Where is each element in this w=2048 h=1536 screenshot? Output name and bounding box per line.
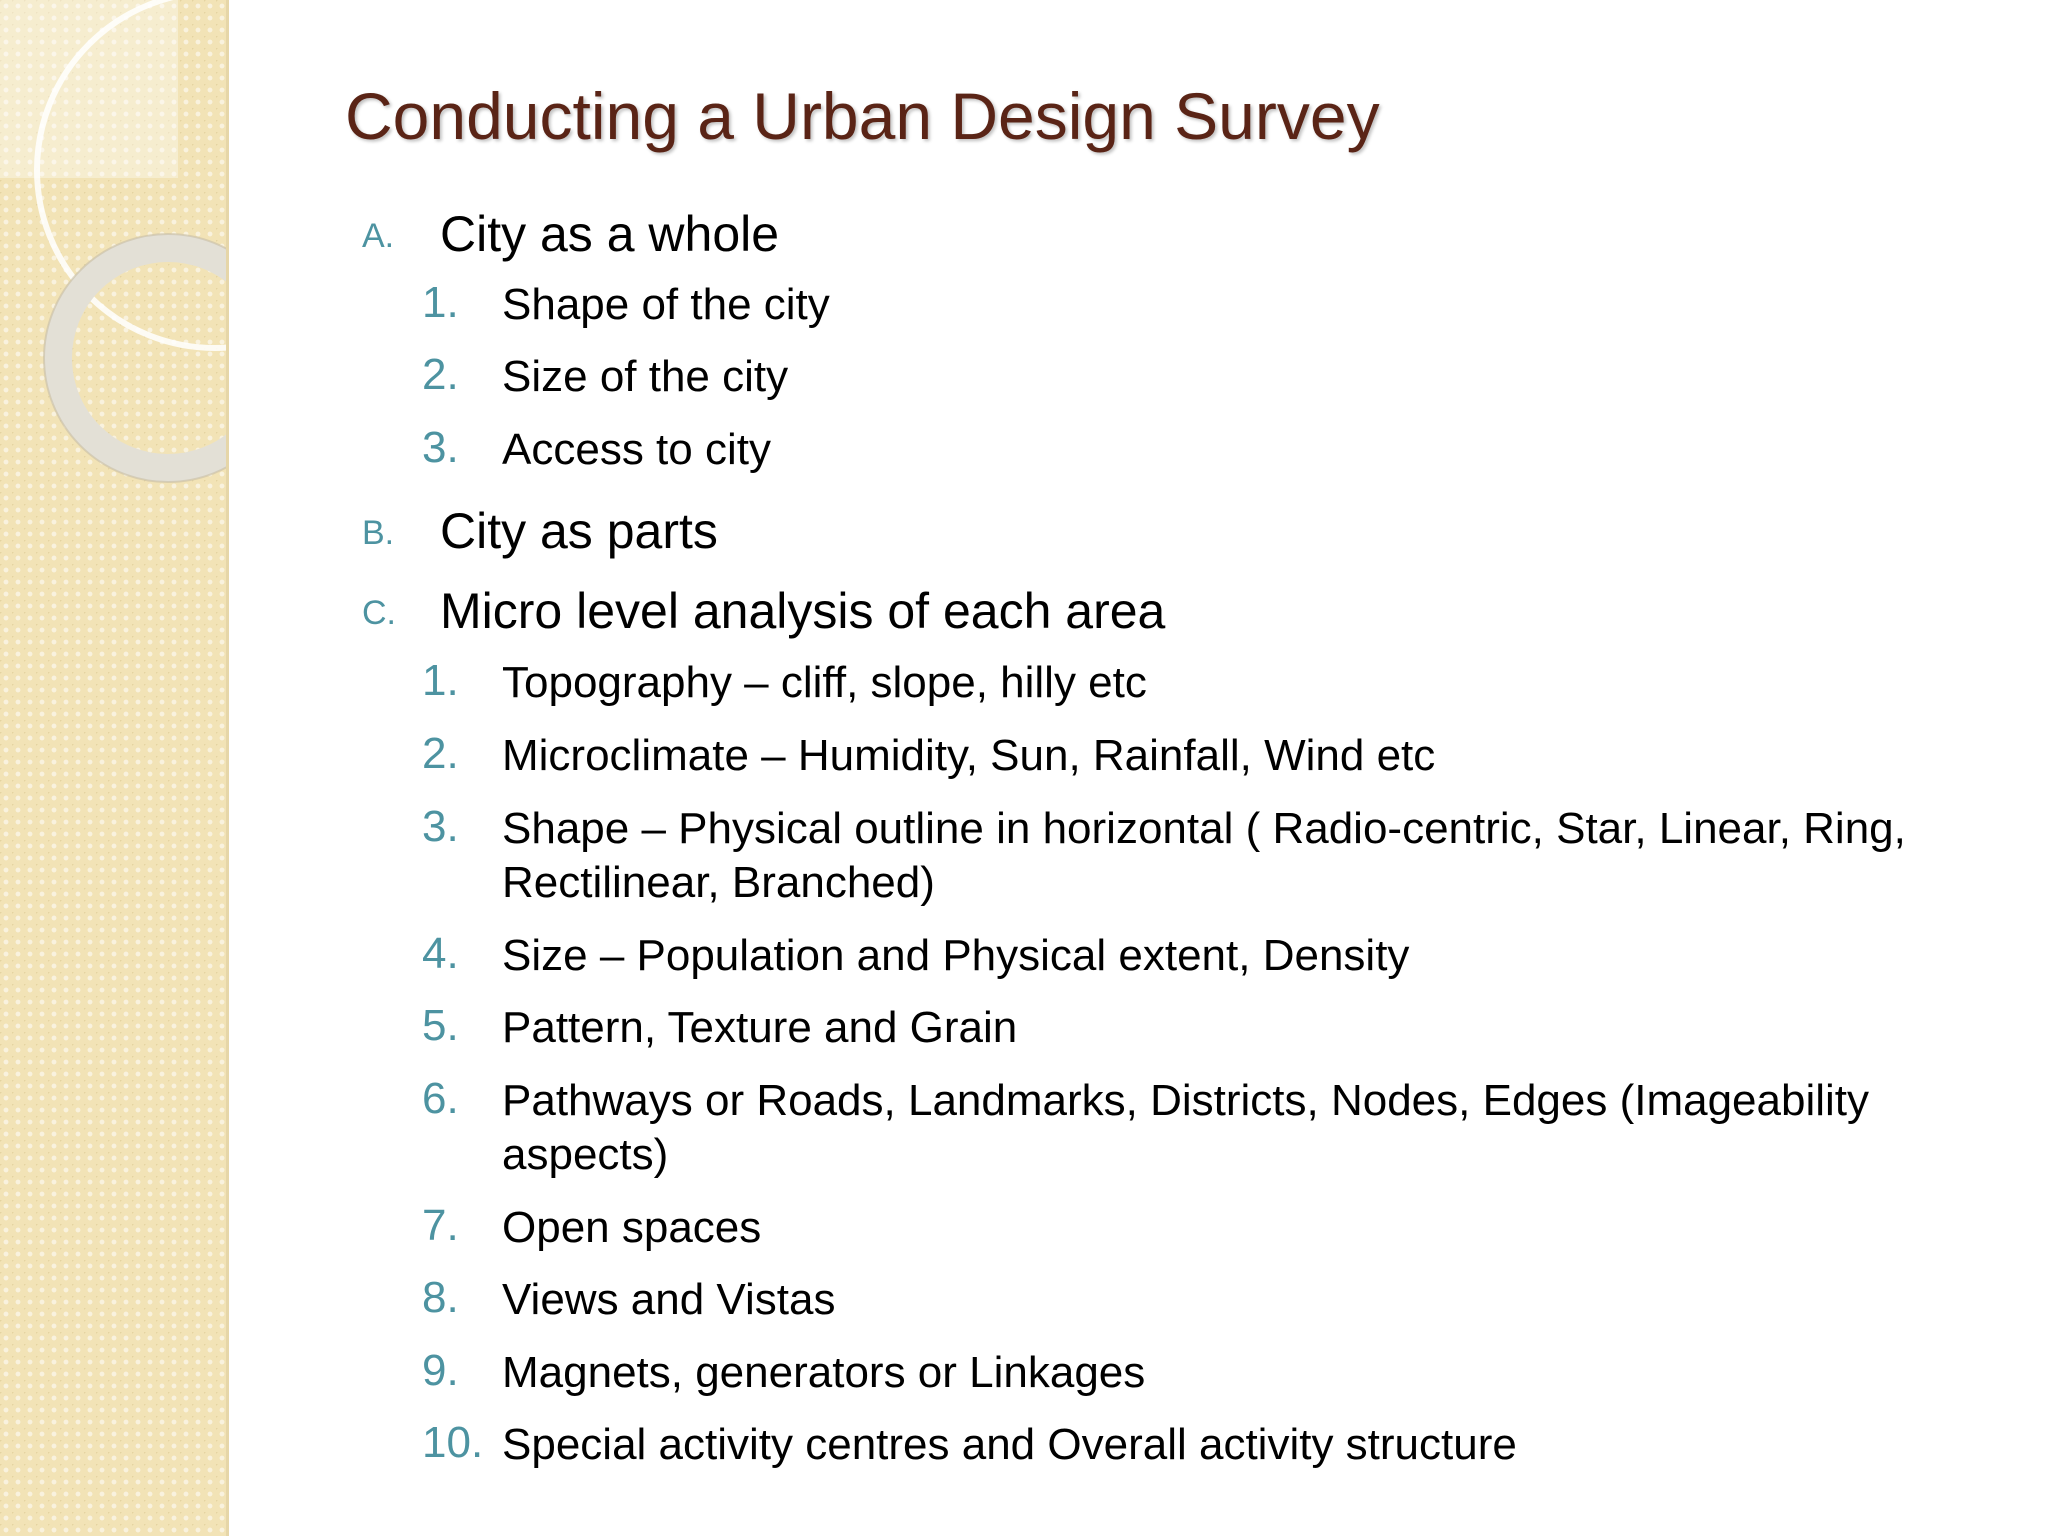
item-marker: 2. <box>422 729 459 778</box>
item-marker: 7. <box>422 1201 459 1250</box>
item-marker: 8. <box>422 1273 459 1322</box>
decorative-rings-graphic <box>0 0 228 520</box>
item-marker: 3. <box>422 802 459 851</box>
item-text: Access to city <box>502 425 771 474</box>
item-marker: 6. <box>422 1074 459 1123</box>
item-text: Views and Vistas <box>502 1275 836 1324</box>
item-text-line-2: Rectilinear, Branched) <box>502 858 935 907</box>
item-text: City as parts <box>440 503 718 559</box>
item-marker: A. <box>362 217 395 255</box>
item-text-line-1: Shape – Physical outline in horizontal ( Radio-centric, Star, Linear, Ring, <box>502 804 1906 853</box>
item-text: Size of the city <box>502 352 789 401</box>
item-text-line-1: Pathways or Roads, Landmarks, Districts, Nodes, Edges (Imageability <box>502 1076 1870 1125</box>
item-text: City as a whole <box>440 206 780 262</box>
item-text: Topography – cliff, slope, hilly etc <box>502 658 1147 707</box>
item-marker: 1. <box>422 656 459 705</box>
slide-title: Conducting a Urban Design Survey <box>345 79 1380 153</box>
item-text: Micro level analysis of each area <box>440 583 1166 639</box>
item-marker: 5. <box>422 1001 459 1050</box>
item-text: Special activity centres and Overall activity structure <box>502 1420 1517 1469</box>
sidebar-divider <box>226 0 229 1536</box>
item-text: Pattern, Texture and Grain <box>502 1003 1018 1052</box>
item-marker: 4. <box>422 929 459 978</box>
item-text-line-2: aspects) <box>502 1130 669 1179</box>
item-text: Magnets, generators or Linkages <box>502 1348 1146 1397</box>
decorative-sidebar <box>0 0 228 1536</box>
item-text: Shape of the city <box>502 280 830 329</box>
item-marker: 9. <box>422 1346 459 1395</box>
item-text: Size – Population and Physical extent, Density <box>502 931 1410 980</box>
item-text: Microclimate – Humidity, Sun, Rainfall, Wind etc <box>502 731 1436 780</box>
item-text: Open spaces <box>502 1203 762 1252</box>
item-marker: B. <box>362 514 395 552</box>
item-marker: 2. <box>422 350 459 399</box>
item-marker: 3. <box>422 423 459 472</box>
item-marker: 1. <box>422 278 459 327</box>
item-marker: C. <box>362 594 396 632</box>
item-marker: 10. <box>422 1418 484 1467</box>
